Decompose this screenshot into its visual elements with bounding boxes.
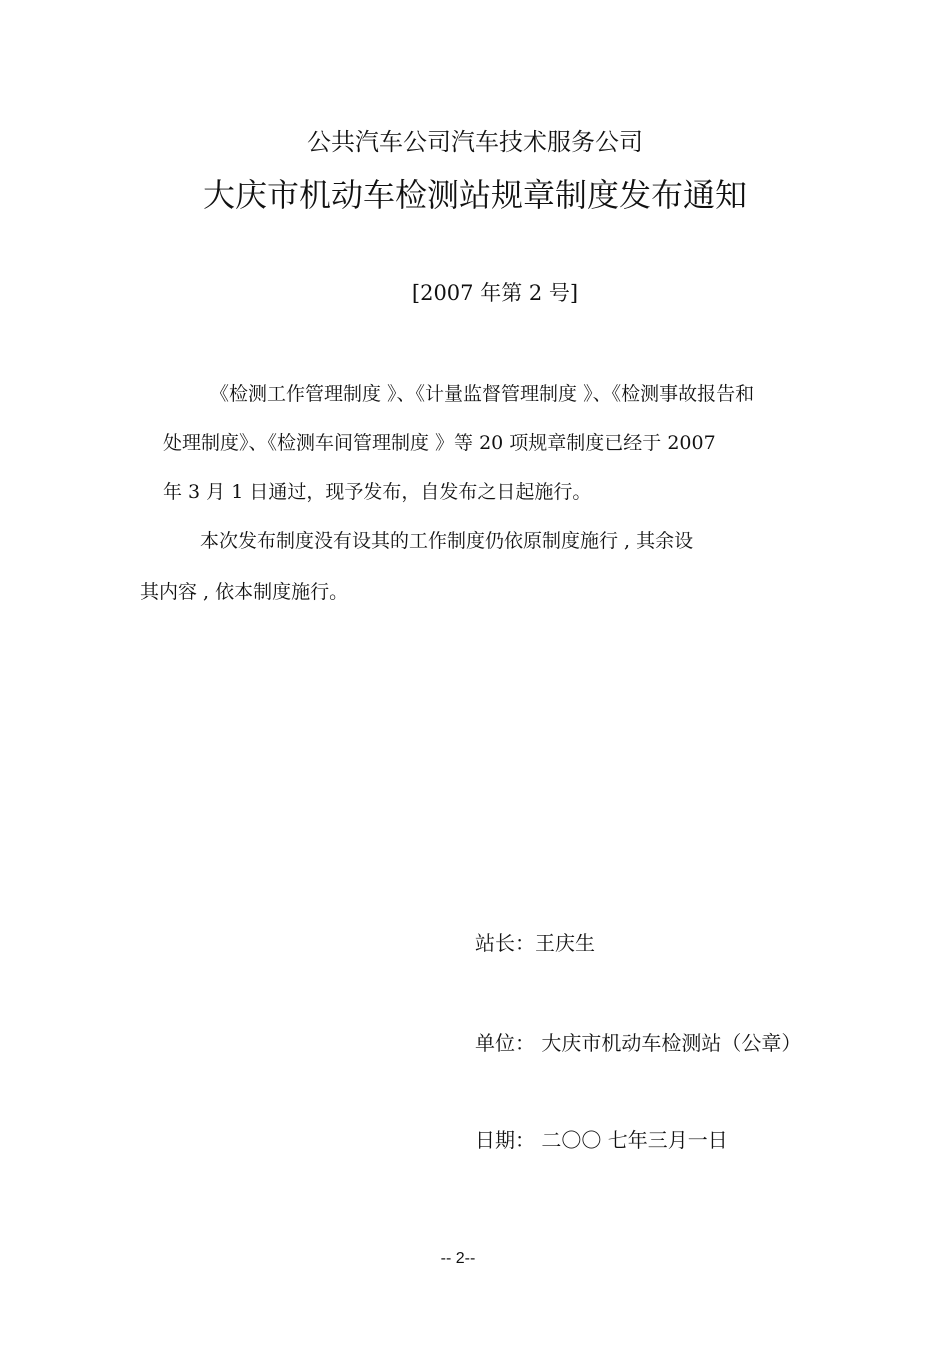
body-line: 年 3 月 1 日通过，现予发布，自发布之日起施行。	[163, 481, 592, 503]
body-line: 本次发布制度没有设其的工作制度仍依原制度施行 , 其余设	[200, 530, 694, 552]
document-title: 大庆市机动车检测站规章制度发布通知	[202, 176, 747, 214]
page-number: -- 2--	[440, 1250, 476, 1267]
issuing-unit: 单位： 大庆市机动车检测站（公章）	[475, 1031, 802, 1055]
body-line: 《检测工作管理制度 》、《计量监督管理制度 》、《检测事故报告和	[210, 383, 755, 405]
issue-date: 日期： 二〇〇 七年三月一日	[475, 1128, 728, 1152]
station-master: 站长：王庆生	[475, 931, 595, 955]
body-line: 其内容 , 依本制度施行。	[140, 581, 349, 603]
document-number: [2007 年第 2 号]	[411, 281, 579, 305]
document-subtitle: 公共汽车公司汽车技术服务公司	[307, 128, 643, 156]
body-line: 处理制度》、《检测车间管理制度 》等 20 项规章制度已经于 2007	[163, 432, 716, 454]
